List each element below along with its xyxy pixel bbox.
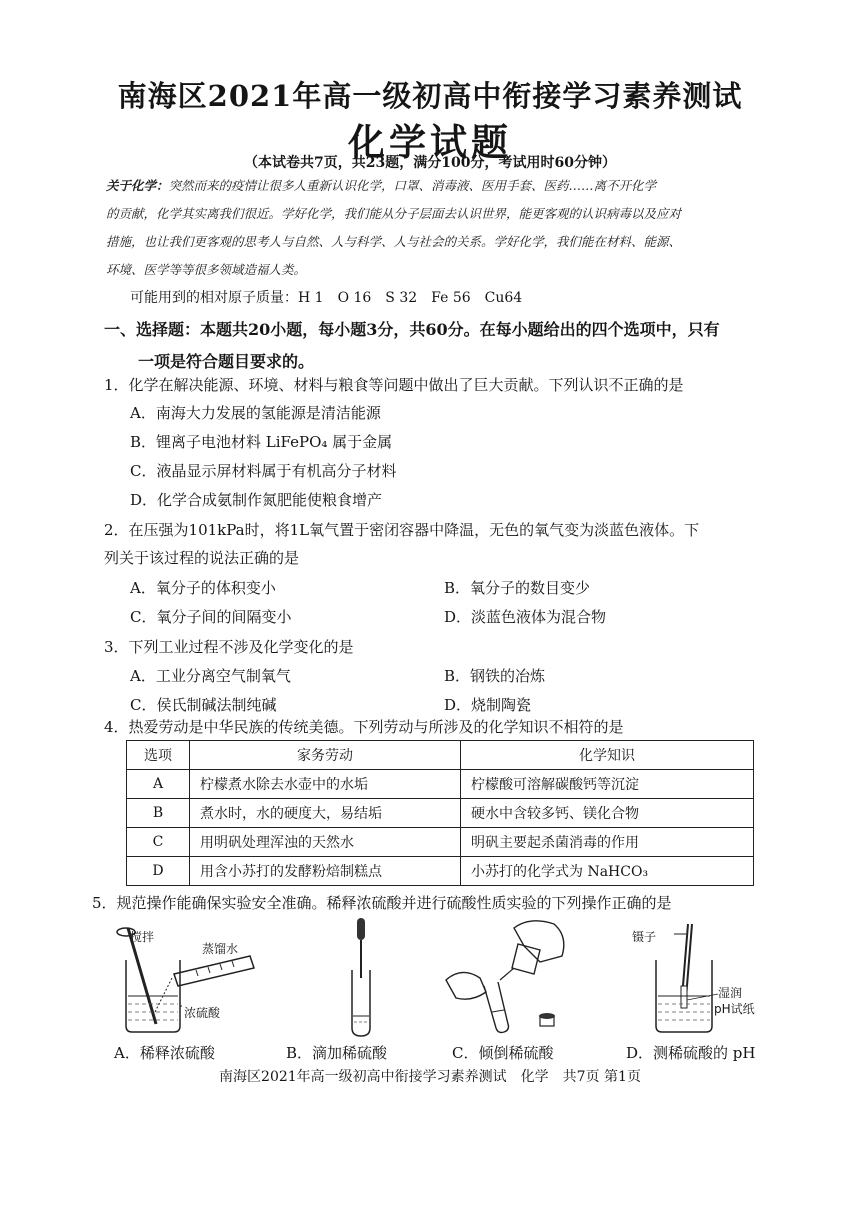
table-cell: 柠檬酸可溶解碳酸钙等沉淀 [461, 770, 754, 799]
figure-d-ph-test [648, 920, 748, 1038]
exam-note: （本试卷共7页，共23题，满分100分，考试用时60分钟） [244, 155, 616, 171]
q3-option-a: A．工业分离空气制氧气 [130, 667, 291, 685]
table-cell: 用明矾处理浑浊的天然水 [190, 828, 461, 857]
section-heading-line-1: 一、选择题：本题共20小题，每小题3分，共60分。在每小题给出的四个选项中，只有 [104, 320, 720, 339]
section-heading-line-2: 一项是符合题目要求的。 [138, 352, 315, 371]
about-line-4: 环境、医学等等很多领域造福人类。 [106, 262, 307, 277]
figure-a-acid-label: 浓硫酸 [184, 1006, 221, 1020]
table-header-cell: 化学知识 [461, 741, 754, 770]
section-heading [104, 316, 794, 376]
q2-option-b: B．氧分子的数目变少 [444, 579, 591, 597]
q3-stem: 3．下列工业过程不涉及化学变化的是 [104, 638, 354, 656]
figure-a-water-label: 蒸馏水 [202, 942, 239, 956]
table-row [127, 770, 754, 799]
q1-option-c: C．液晶显示屏材料属于有机高分子材料 [130, 462, 397, 480]
q4-stem: 4．热爱劳动是中华民族的传统美德。下列劳动与所涉及的化学知识不相符的是 [104, 718, 624, 736]
q2-stem-2: 列关于该过程的说法正确的是 [104, 549, 300, 567]
exam-title: 南海区2021年高一级初高中衔接学习素养测试 [117, 79, 743, 113]
table-cell: 明矾主要起杀菌消毒的作用 [461, 828, 754, 857]
table-cell: B [127, 799, 190, 828]
figure-d-wet-label: 湿润 [718, 986, 743, 1000]
table-cell: 柠檬煮水除去水壶中的水垢 [190, 770, 461, 799]
table-cell: 硬水中含较多钙、镁化合物 [461, 799, 754, 828]
table-cell: 用含小苏打的发酵粉焙制糕点 [190, 857, 461, 886]
figure-d-ph-paper-label: pH试纸 [714, 1002, 755, 1016]
figure-a-stir-label: 搅拌 [130, 930, 155, 944]
q1-option-b: B．锂离子电池材料 LiFePO₄ 属于金属 [130, 433, 393, 451]
figure-d-caption: D．测稀硫酸的 pH [626, 1044, 756, 1062]
figure-c-caption: C．倾倒稀硫酸 [452, 1044, 554, 1062]
table-row [127, 799, 754, 828]
table-header-cell: 家务劳动 [190, 741, 461, 770]
about-text-1: 突然而来的疫情让很多人重新认识化学，口罩、消毒液、医用手套、医药……离不开化学 [168, 178, 657, 193]
page-footer: 南海区2021年高一级初高中衔接学习素养测试 化学 共7页 第1页 [219, 1069, 641, 1085]
q2-stem-1: 2．在压强为101kPa时，将1L氧气置于密闭容器中降温，无色的氧气变为淡蓝色液体。下 [104, 521, 700, 539]
q1-option-d: D．化学合成氨制作氮肥能使粮食增产 [130, 491, 383, 509]
table-cell: D [127, 857, 190, 886]
atomic-masses: 可能用到的相对原子质量：H 1 O 16 S 32 Fe 56 Cu64 [130, 290, 523, 306]
table-row [127, 857, 754, 886]
figure-a-caption: A．稀释浓硫酸 [114, 1044, 215, 1062]
about-label: 关于化学： [106, 178, 169, 193]
table-cell: A [127, 770, 190, 799]
q2-option-c: C．氧分子间的间隔变小 [130, 608, 292, 626]
table-cell: C [127, 828, 190, 857]
q1-stem: 1．化学在解决能源、环境、材料与粮食等问题中做出了巨大贡献。下列认识不正确的是 [104, 376, 684, 394]
about-line-2: 的贡献，化学其实离我们很近。学好化学，我们能从分子层面去认识世界，能更客观的认识病毒以及应对 [106, 206, 682, 221]
q5-stem: 5．规范操作能确保实验安全准确。稀释浓硫酸并进行硫酸性质实验的下列操作正确的是 [92, 894, 672, 912]
q2-option-d: D．淡蓝色液体为混合物 [444, 608, 607, 626]
q3-option-d: D．烧制陶瓷 [444, 696, 532, 714]
figure-b-dropper [340, 916, 390, 1040]
table-cell: 煮水时，水的硬度大，易结垢 [190, 799, 461, 828]
about-line-1 [106, 172, 786, 200]
table-header-cell: 选项 [127, 741, 190, 770]
q2-option-a: A．氧分子的体积变小 [130, 579, 276, 597]
subject-title: 化学试题 [348, 120, 512, 164]
about-line-3: 措施，也让我们更客观的思考人与自然、人与科学、人与社会的关系。学好化学，我们能在材料、能源、 [106, 234, 682, 249]
table-cell: 小苏打的化学式为 NaHCO₃ [461, 857, 754, 886]
table-header-row [127, 741, 754, 770]
q3-option-c: C．侯氏制碱法制纯碱 [130, 696, 277, 714]
figure-b-caption: B．滴加稀硫酸 [286, 1044, 388, 1062]
table-row [127, 828, 754, 857]
q3-option-b: B．钢铁的冶炼 [444, 667, 546, 685]
figure-c-pouring [444, 916, 574, 1040]
figure-d-tweezers-label: 镊子 [632, 930, 657, 944]
q4-table [126, 740, 754, 886]
q1-option-a: A．南海大力发展的氢能源是清洁能源 [130, 404, 381, 422]
